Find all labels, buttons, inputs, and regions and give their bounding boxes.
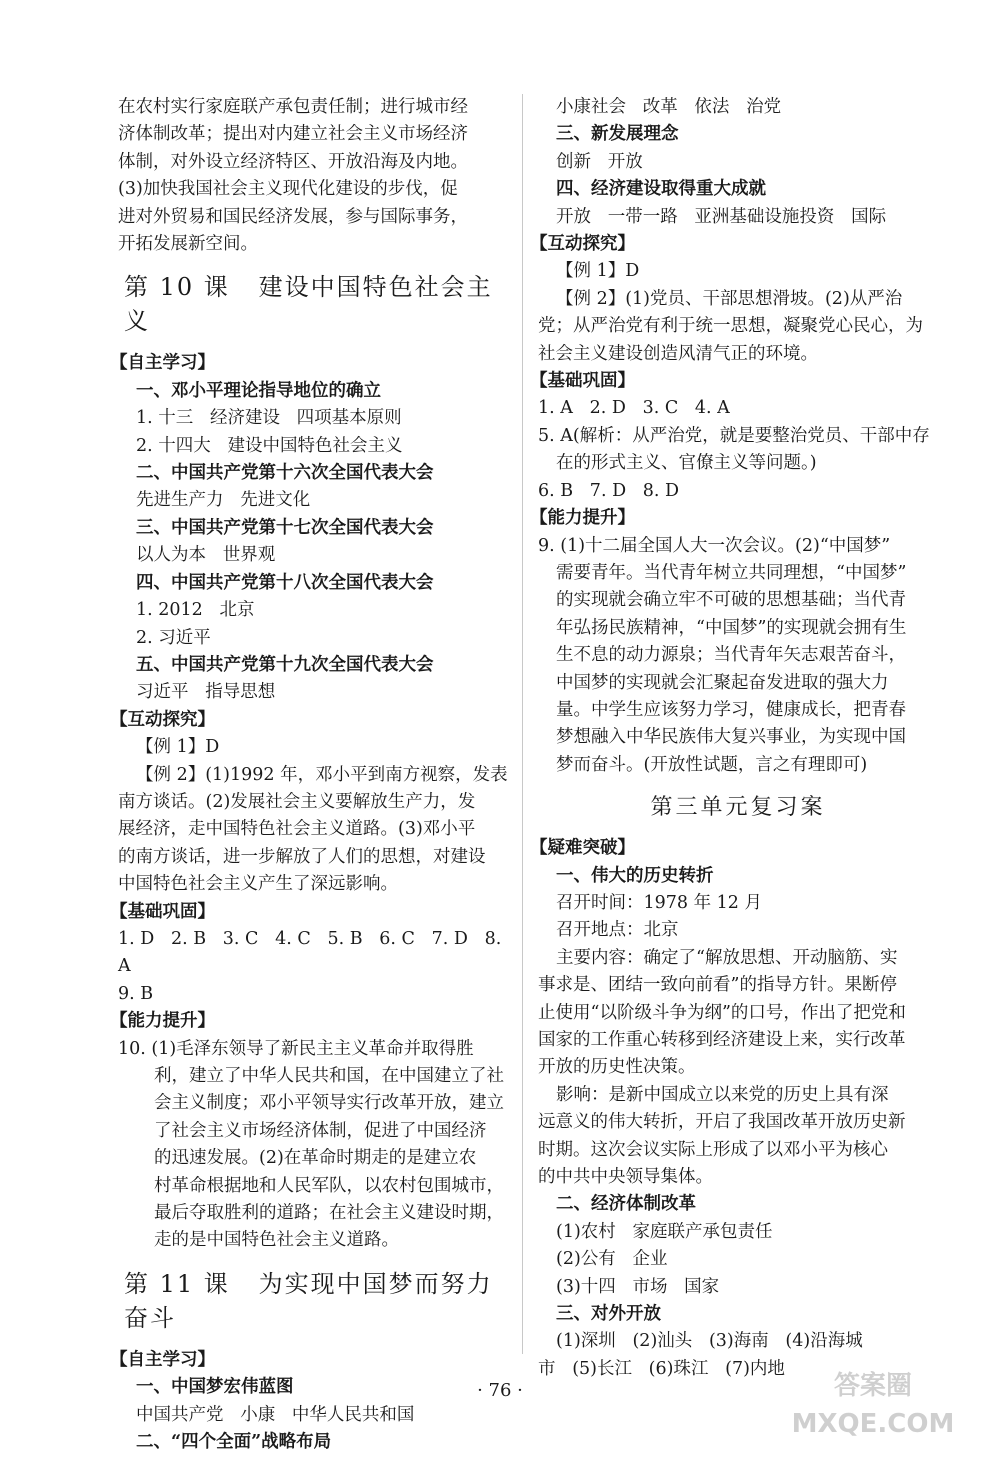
text-line: 1. 2012 北京 — [136, 600, 255, 621]
text-line: 【例 1】D — [136, 737, 220, 758]
text-line: 5. A(解析：从严治党，就是要整治党员、干部中存 — [538, 425, 930, 446]
text-line: 进对外贸易和国民经济发展，参与国际事务， — [118, 206, 468, 227]
section-heading: 【能力提升】 — [110, 1011, 215, 1032]
review-title: 第三单元复习案 — [650, 795, 826, 821]
text-line: 市 (5)长江 (6)珠江 (7)内地 — [538, 1358, 785, 1379]
text-line: 中国共产党 小康 中华人民共和国 — [136, 1404, 415, 1425]
text-line: 开拓发展新空间。 — [118, 234, 258, 255]
subsection-heading: 二、经济体制改革 — [556, 1194, 696, 1215]
text-line: 梦想融入中华民族伟大复兴事业，为实现中国 — [556, 727, 906, 748]
text-line: 开放的历史性决策。 — [538, 1057, 696, 1078]
text-line: 习近平 指导思想 — [136, 682, 276, 703]
subsection-heading: 三、中国共产党第十七次全国代表大会 — [136, 517, 434, 538]
text-line: 的迅速发展。(2)在革命时期走的是建立农 — [154, 1148, 477, 1169]
section-heading: 【基础巩固】 — [110, 901, 215, 922]
text-line: 年弘扬民族精神，“中国梦”的实现就会拥有生 — [556, 617, 907, 638]
text-line: 止使用“以阶级斗争为纲”的口号，作出了把党和 — [538, 1002, 906, 1023]
text-line: 远意义的伟大转折，开启了我国改革开放历史新 — [538, 1112, 906, 1133]
text-line: 影响：是新中国成立以来党的历史上具有深 — [556, 1084, 889, 1105]
text-line: 10. (1)毛泽东领导了新民主主义革命并取得胜 — [118, 1038, 474, 1059]
section-heading: 【疑难突破】 — [530, 838, 635, 859]
left-column — [110, 94, 508, 1456]
text-line: 体制，对外设立经济特区、开放沿海及内地。 — [118, 151, 468, 172]
text-line: 1. A 2. D 3. C 4. A — [538, 398, 730, 419]
text-line: 的南方谈话，进一步解放了人们的思想，对建设 — [118, 846, 486, 867]
subsection-heading: 一、中国梦宏伟蓝图 — [136, 1377, 294, 1398]
text-line: 召开时间：1978 年 12 月 — [556, 892, 762, 913]
subsection-heading: 二、中国共产党第十六次全国代表大会 — [136, 463, 434, 484]
section-heading: 【自主学习】 — [110, 1349, 215, 1370]
text-line: 中国梦的实现就会汇聚起奋发进取的强大力 — [556, 672, 889, 693]
text-line: 量。中学生应该努力学习，健康成长，把青春 — [556, 699, 906, 720]
text-line: 社会主义建设创造风清气正的环境。 — [538, 343, 818, 364]
lesson-title: 第 10 课 建设中国特色社会主义 — [124, 273, 493, 336]
text-line: 1. 十三 经济建设 四项基本原则 — [136, 408, 402, 429]
text-line: 了社会主义市场经济体制，促进了中国经济 — [154, 1120, 487, 1141]
section-heading: 【能力提升】 — [530, 508, 635, 529]
text-line: 先进生产力 先进文化 — [136, 490, 311, 511]
text-line: 济体制改革；提出对内建立社会主义市场经济 — [118, 124, 468, 145]
subsection-heading: 一、伟大的历史转折 — [556, 865, 714, 886]
text-line: (1)深圳 (2)汕头 (3)海南 (4)沿海城 — [556, 1331, 863, 1352]
subsection-heading: 二、“四个全面”战略布局 — [136, 1432, 332, 1453]
text-line: 梦而奋斗。(开放性试题，言之有理即可) — [556, 754, 868, 775]
text-line: 村革命根据地和人民军队，以农村包围城市， — [154, 1175, 504, 1196]
text-line: 事求是、团结一致向前看”的指导方针。果断停 — [538, 975, 897, 996]
text-line: 开放 一带一路 亚洲基础设施投资 国际 — [556, 206, 887, 227]
text-line: 召开地点：北京 — [556, 920, 679, 941]
text-line: 6. B 7. D 8. D — [538, 480, 680, 501]
text-line: 需要青年。当代青年树立共同理想，“中国梦” — [556, 562, 907, 583]
text-line: 主要内容：确定了“解放思想、开动脑筋、实 — [556, 947, 898, 968]
section-heading: 【互动探究】 — [110, 709, 215, 730]
text-line: 在的形式主义、官僚主义等问题。) — [556, 453, 817, 474]
subsection-heading: 三、对外开放 — [556, 1304, 661, 1325]
text-line: 【例 1】D — [556, 261, 640, 282]
text-line: 在农村实行家庭联产承包责任制；进行城市经 — [118, 97, 468, 117]
section-heading: 【互动探究】 — [530, 234, 635, 255]
text-line: 时期。这次会议实际上形成了以邓小平为核心 — [538, 1139, 888, 1160]
text-line: 中国特色社会主义产生了深远影响。 — [118, 874, 398, 895]
text-line: 9. (1)十二届全国人大一次会议。(2)“中国梦” — [538, 535, 891, 556]
text-line: 9. B — [118, 983, 154, 1004]
text-line: 南方谈话。(2)发展社会主义要解放生产力，发 — [118, 791, 476, 812]
text-line: 生不息的动力源泉；当代青年矢志艰苦奋斗， — [556, 645, 906, 666]
subsection-heading: 一、邓小平理论指导地位的确立 — [136, 380, 381, 401]
lesson-title: 第 11 课 为实现中国梦而努力奋斗 — [124, 1269, 493, 1332]
text-line: (3)加快我国社会主义现代化建设的步伐，促 — [118, 179, 458, 200]
subsection-heading: 五、中国共产党第十九次全国代表大会 — [136, 654, 434, 675]
text-line: (1)农村 家庭联产承包责任 — [556, 1221, 773, 1242]
text-line: 【例 2】(1)党员、干部思想滑坡。(2)从严治 — [556, 288, 903, 309]
text-line: (3)十四 市场 国家 — [556, 1276, 720, 1297]
text-line: 最后夺取胜利的道路；在社会主义建设时期， — [154, 1203, 504, 1224]
text-line: 的实现就会确立牢不可破的思想基础；当代青 — [556, 590, 906, 611]
section-heading: 【自主学习】 — [110, 353, 215, 374]
text-line: 【例 2】(1)1992 年，邓小平到南方视察，发表 — [136, 764, 508, 785]
column-divider — [522, 94, 523, 1354]
text-line: 党；从严治党有利于统一思想，凝聚党心民心，为 — [538, 316, 923, 337]
subsection-heading: 四、中国共产党第十八次全国代表大会 — [136, 572, 434, 593]
subsection-heading: 四、经济建设取得重大成就 — [556, 179, 766, 200]
subsection-heading: 三、新发展理念 — [556, 124, 679, 145]
text-line: 小康社会 改革 依法 治党 — [556, 97, 782, 117]
watermark-top: 答案圈 — [833, 1371, 913, 1401]
text-line: 会主义制度；邓小平领导实行改革开放，建立 — [154, 1093, 504, 1114]
text-line: (2)公有 企业 — [556, 1249, 668, 1270]
right-column — [530, 94, 938, 1383]
text-line: 创新 开放 — [556, 151, 643, 172]
text-line: 的中共中央领导集体。 — [538, 1167, 713, 1188]
text-line: 以人为本 世界观 — [136, 545, 276, 566]
page-number: · 76 · — [477, 1380, 523, 1401]
section-heading: 【基础巩固】 — [530, 371, 635, 392]
watermark-bottom: MXQE.COM — [791, 1409, 955, 1439]
text-line: 2. 习近平 — [136, 627, 211, 648]
text-line: 2. 十四大 建设中国特色社会主义 — [136, 435, 403, 456]
text-line: 展经济，走中国特色社会主义道路。(3)邓小平 — [118, 819, 476, 840]
text-line: 走的是中国特色社会主义道路。 — [154, 1230, 399, 1251]
text-line: 1. D 2. B 3. C 4. C 5. B 6. C 7. D 8. A — [118, 928, 507, 977]
text-line: 利，建立了中华人民共和国，在中国建立了社 — [154, 1066, 504, 1086]
text-line: 国家的工作重心转移到经济建设上来，实行改革 — [538, 1030, 906, 1050]
watermark-logo — [768, 1356, 978, 1446]
